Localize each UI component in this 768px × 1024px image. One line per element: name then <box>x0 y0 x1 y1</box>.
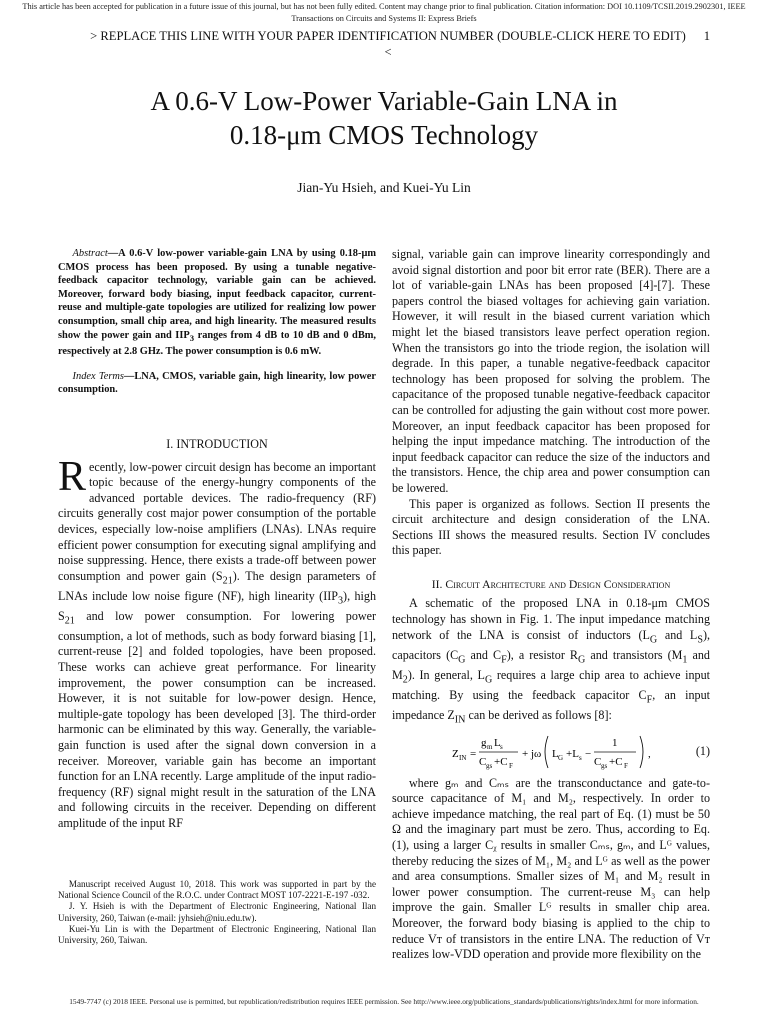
svg-text:+C: +C <box>494 755 508 768</box>
section-heading-circuit <box>392 577 710 593</box>
intro-sub-3: 21 <box>64 615 75 627</box>
abstract-text: —A 0.6-V low-power variable-gain LNA by using 0.18-μm CMOS process has been proposed. By using a tunable negative-feedback capacitor technology, variable gain can be achieved. Moreover, forward body biasing, input feedback capacitor, current-reuse and multiple-gate topologies are utilized for realizing low power consumption, small chip area, and high linearity. The measured results show the power gain and IIP <box>58 248 376 341</box>
paper-title <box>60 84 708 152</box>
svg-text:G: G <box>558 753 564 762</box>
copyright-footer: 1549-7747 (c) 2018 IEEE. Personal use is permitted, but republication/redistribution requires IEEE permission. See http://www.ieee.org/publications_standards/publications/rights/index.html for more information. <box>69 997 699 1006</box>
abstract-label: Abstract <box>72 248 108 259</box>
intro-sub-1: 21 <box>222 575 233 587</box>
section-heading-introduction: I. INTRODUCTION <box>166 437 268 452</box>
p3-g: and M <box>392 647 710 682</box>
running-header <box>58 28 710 60</box>
right-paragraph-3 <box>392 596 710 727</box>
title-line-1: A 0.6-V Low-Power Variable-Gain LNA in <box>150 86 618 116</box>
p3-f: and transistors (M <box>585 647 683 662</box>
right-paragraph-4: where gₘ and Cₘₛ are the transconductance and gate-to-source capacitance of M₁ and M₂, respectively. In order to achieve impedance matching, the real part of Eq. (1) must be 50 Ω and the imaginary part must be zero. Thus, according to Eq. (1), using a larger Cᵪ results in smaller Cₘₛ, gₘ, and Lᴳ values, thereby reducing the sizes of M₁, M₂ and Lᴳ as well as the power and area consumptions. Smaller sizes of M₁ and M₂ result in lower power consumption. The current-reuse M₃ can help improve the gain. Smaller Lᴳ results in smaller chip area. Moreover, the forward body biasing is applied to the chip to reduce Vᴛ of transistors in the entire LNA. The reduction of Vᴛ realizes low-VDD operation and provide more flexibility on the <box>392 775 710 962</box>
p3-j: , an input impedance Z <box>392 687 710 722</box>
intro-text-c: ), high S <box>58 588 376 623</box>
left-column <box>58 247 376 831</box>
svg-text:s: s <box>579 753 582 762</box>
svg-text:+L: +L <box>566 747 579 760</box>
impedance-equation <box>452 730 670 774</box>
svg-text:+ jω: + jω <box>522 747 542 760</box>
section-2-number: II. <box>431 577 446 591</box>
equation-number: (1) <box>695 743 710 758</box>
footnote-1: Manuscript received August 10, 2018. This work was supported in part by the National Science Council of the R.O.C. under Contract MOST 107-2221-E-197 -032. <box>58 879 376 901</box>
right-paragraph-2: This paper is organized as follows. Section II presents the circuit architecture and design consideration of the LNA. Sections III shows the measured results. Section IV concludes this paper. <box>392 496 710 558</box>
svg-text:,: , <box>648 747 651 760</box>
p3-sub: F <box>501 654 507 666</box>
page-number: 1 <box>703 29 710 43</box>
svg-text:F: F <box>624 761 628 770</box>
svg-text:m: m <box>487 742 493 751</box>
svg-text:gs: gs <box>486 761 493 770</box>
p3-sub: 2 <box>402 674 408 686</box>
svg-text:L: L <box>552 747 559 760</box>
p3-k: can be derived as follows [8]: <box>465 707 612 722</box>
p3-sub: S <box>697 634 703 646</box>
svg-text:gs: gs <box>601 761 608 770</box>
notice-line-1: This article has been accepted for publication in a future issue of this journal, but has not been fully edited. Content may change prior to final publication. Citation information: DOI 10.1109/TCSII.2019.2902301, IEEE <box>22 2 746 11</box>
intro-sub-2: 3 <box>338 595 344 607</box>
svg-text:C: C <box>594 755 602 768</box>
p3-h: ). In general, L <box>407 667 485 682</box>
p3-c: ), capacitors (C <box>392 627 710 662</box>
index-terms-text: —LNA, CMOS, variable gain, high linearity, low power consumption. <box>58 370 376 396</box>
footnote-2: J. Y. Hsieh is with the Department of Electronic Engineering, National Ilan University, 260, Taiwan (e-mail: jyhsieh@niu.edu.tw). <box>58 901 376 923</box>
footnotes <box>58 879 376 946</box>
p3-sub: G <box>577 654 586 666</box>
p3-sub: G <box>649 634 658 646</box>
abstract <box>58 247 376 359</box>
intro-text-b: ). The design parameters of LNAs include low noise figure (NF), high linearity (IIP <box>58 568 376 603</box>
p3-i: requires a large chip area to achieve input matching. By using the feedback capacitor C <box>392 667 710 702</box>
author-list: Jian-Yu Hsieh, and Kuei-Yu Lin <box>297 180 471 195</box>
title-line-2: 0.18-μm CMOS Technology <box>229 120 539 150</box>
index-terms <box>58 370 376 397</box>
publication-notice <box>20 1 748 25</box>
right-column <box>392 247 710 963</box>
svg-text:IN: IN <box>459 753 467 762</box>
p3-sub: IN <box>454 714 466 726</box>
introduction-paragraph <box>58 453 376 832</box>
p3-a: A schematic of the proposed LNA in 0.18-μm CMOS technology has shown in Fig. 1. The input impedance matching network of the LNA is consist of inductors (L <box>392 596 710 642</box>
p3-sub: G <box>484 674 493 686</box>
drop-cap: R <box>58 453 87 500</box>
p3-b: and L <box>657 627 698 642</box>
header-text: > REPLACE THIS LINE WITH YOUR PAPER IDENTIFICATION NUMBER (DOUBLE-CLICK HERE TO EDIT) < <box>90 29 686 59</box>
svg-text:Z: Z <box>452 747 459 760</box>
notice-line-2: Transactions on Circuits and Systems II: Express Briefs <box>291 14 477 23</box>
abstract-text-2: ranges from 4 dB to 10 dB and 0 dBm, respectively at 2.8 GHz. The power consumption is 0.6 mW. <box>58 329 376 358</box>
svg-text:+C: +C <box>609 755 623 768</box>
p3-e: ), a resistor R <box>506 647 578 662</box>
svg-text:L: L <box>494 736 501 749</box>
p3-sub: 1 <box>682 654 688 666</box>
p3-sub: G <box>458 654 466 666</box>
svg-text:g: g <box>481 736 487 749</box>
right-paragraph-1: signal, variable gain can improve linearity correspondingly and avoid signal distortion and poor bit error rate (BER). There are a lot of variable-gain LNAs has been proposed [4]-[7]. These papers control the biased voltages for achieving gain variation. However, it will result in the biased current variation which might let the biased transistors leave perfect operation region. When the transistors go into the triode region, the isolation will degrade. In this paper, a tunable negative-feedback capacitor technology has been proposed for solving the problem. The capacitance of the proposed tunable negative-feedback capacitor can be controlled for adjusting the gain without cost more power. Moreover, an input feedback capacitor has been proposed for helping the input impedance matching. The introduction of the input feedback capacitor can reduce the size of the inductors and the transistors. Hence, the chip area and power consumption can be lowered. <box>392 247 710 495</box>
index-terms-label: Index Terms <box>72 370 124 382</box>
intro-text-a: ecently, low-power circuit design has become an important topic because of the energy-hungry components of the advanced portable devices. The radio-frequency (RF) circuits generally cost major power consumption of the portable devices, especially low-noise amplifiers (LNAs). LNAs require efficient power consumption for executing signal amplifying and noise suppressing. Hence, there exists a trade-off between power consumption and power gain (S <box>58 459 376 583</box>
footnote-3: Kuei-Yu Lin is with the Department of Electronic Engineering, National Ilan University, 260, Taiwan. <box>58 923 376 946</box>
svg-text:1: 1 <box>612 736 618 749</box>
svg-text:C: C <box>479 755 487 768</box>
svg-text:−: − <box>585 747 592 760</box>
section-2-title: Circuit Architecture and Design Consideration <box>445 577 671 591</box>
p3-d: and C <box>465 647 502 662</box>
svg-text:s: s <box>500 742 503 751</box>
svg-text:=: = <box>470 747 477 760</box>
p3-sub: F <box>646 694 653 706</box>
svg-text:F: F <box>509 761 513 770</box>
equation-1 <box>392 730 710 774</box>
intro-text-d: and low power consumption. For lowering power consumption, a lot of methods, such as body forward biasing [1], current-reuse [2] and folded topologies, have been proposed. These works can achieve great performance. For linearity improvement, the power consumption can be increased. However, it is not suitable for low-power design. Hence, multiple-gate topology has been developed [3]. The third-order harmonic can be eliminated by this way. Generally, the variable-gain function is used after the signal down conversion in a receiver. Moreover, variable gain has become an important function for an LNA recently. Large amplitude of the input radio-frequency (RF) signal might result in the saturation of the LNA and following circuits in the receiver. Depending on different amplitude of the input RF <box>58 608 376 830</box>
abstract-subscript: 3 <box>189 332 195 343</box>
